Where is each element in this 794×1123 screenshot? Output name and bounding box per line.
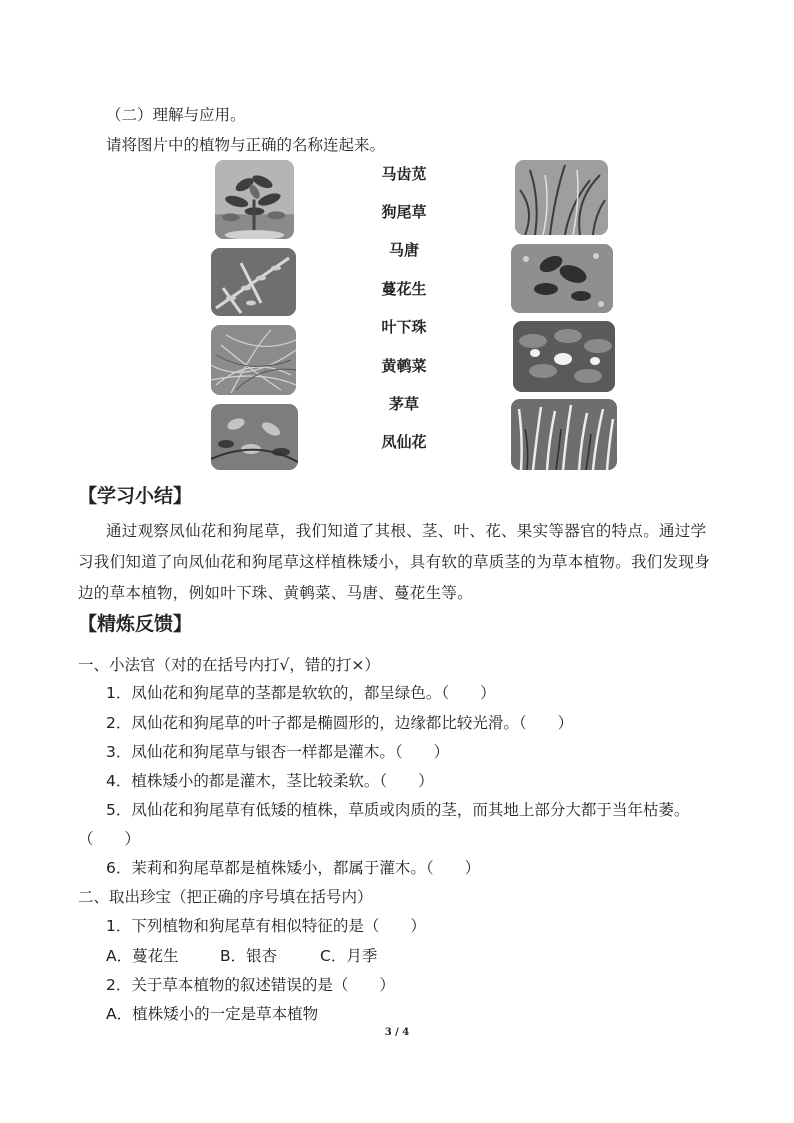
- choice-question-2: 2．关于草本植物的叙述错误的是（ ）: [106, 976, 395, 994]
- section-title: （二）理解与应用。: [106, 106, 246, 124]
- q1-option-a: A．蔓花生: [106, 947, 179, 965]
- dry-grass-photo: [211, 325, 296, 395]
- summary-heading: 【学习小结】: [78, 485, 193, 507]
- feather-grass-photo: [511, 399, 617, 470]
- page-number: 3 / 4: [384, 1027, 410, 1038]
- grass-clump-photo: [515, 160, 608, 235]
- summary-line-3: 边的草本植物，例如叶下珠、黄鹌菜、马唐、蔓花生等。: [78, 584, 474, 602]
- plant-name-6: 黄鹌菜: [381, 357, 427, 375]
- water-lily-photo: [513, 321, 615, 392]
- judge-item-2: 2．凤仙花和狗尾草的叶子都是椭圆形的，边缘都比较光滑。（ ）: [106, 714, 574, 732]
- plant-name-4: 蔓花生: [381, 280, 427, 298]
- judge-item-5-bracket: （ ）: [78, 830, 141, 848]
- plant-name-3: 马唐: [388, 241, 419, 259]
- q1-option-b: B．银杏: [220, 947, 278, 965]
- plant-name-2: 狗尾草: [381, 203, 427, 221]
- fern-leaf-photo: [211, 248, 296, 316]
- feedback-heading: 【精炼反馈】: [78, 613, 193, 635]
- q2-option-a: A．植株矮小的一定是草本植物: [106, 1005, 319, 1023]
- judge-item-1: 1．凤仙花和狗尾草的茎都是软软的，都呈绿色。（ ）: [106, 684, 496, 702]
- choice-question-1: 1．下列植物和狗尾草有相似特征的是（ ）: [106, 917, 426, 935]
- summary-line-2: 习我们知道了向凤仙花和狗尾草这样植株矮小，具有软的草质茎的为草本植物。我们发现身: [78, 553, 711, 571]
- q1-option-c: C．月季: [320, 947, 378, 965]
- plant-name-7: 茅草: [388, 395, 419, 413]
- shrub-photo: [215, 160, 294, 239]
- plant-name-5: 叶下珠: [381, 318, 427, 336]
- matching-instruction: 请将图片中的植物与正确的名称连起来。: [106, 136, 386, 154]
- judge-item-6: 6．茉莉和狗尾草都是植株矮小，都属于灌木。（ ）: [106, 859, 481, 877]
- judge-item-4: 4．植株矮小的都是灌木，茎比较柔软。（ ）: [106, 772, 434, 790]
- vine-photo: [211, 404, 298, 470]
- summary-line-1: 通过观察凤仙花和狗尾草，我们知道了其根、茎、叶、花、果实等器官的特点。通过学: [106, 522, 707, 540]
- judge-item-3: 3．凤仙花和狗尾草与银杏一样都是灌木。（ ）: [106, 743, 450, 761]
- judge-item-5: 5．凤仙花和狗尾草有低矮的植株，草质或肉质的茎，而其地上部分大都于当年枯萎。: [106, 801, 690, 819]
- plant-name-1: 马齿苋: [381, 165, 427, 183]
- part2-title: 二、取出珍宝（把正确的序号填在括号内）: [78, 888, 373, 906]
- broadleaf-weed-photo: [511, 244, 613, 313]
- part1-title: 一、小法官（对的在括号内打√，错的打×）: [78, 656, 380, 674]
- plant-name-8: 凤仙花: [381, 433, 427, 451]
